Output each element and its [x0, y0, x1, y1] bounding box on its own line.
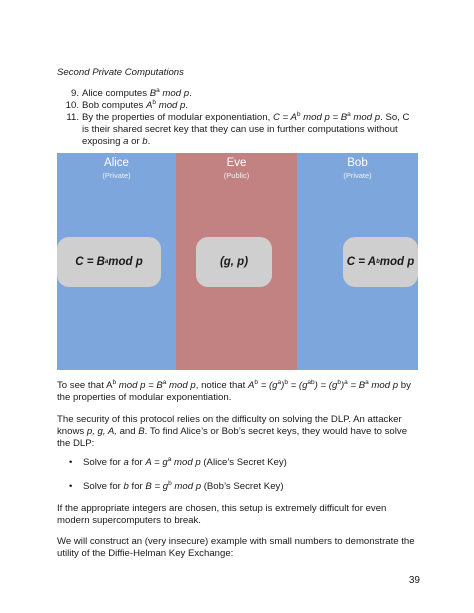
alice-secret-box: C = B a mod p	[57, 237, 161, 287]
paragraph-security: The security of this protocol relies on the difficulty on solving the DLP. An attacker knows p, g, A, and B. To find Alice’s or Bob’s secret keys, they would have to solve the DLP:	[57, 414, 408, 449]
bob-secret-box: C = A b mod p	[343, 237, 418, 287]
step-text: Bob computes $A^b$ mod p.	[82, 99, 189, 111]
step-text: Alice computes $B^a$ mod p.	[82, 87, 192, 99]
bullet-text: Solve for a for $A = g^a$ mod p (Alice’s Secret Key)	[83, 456, 287, 468]
bullet-text: Solve for b for $B = g^b$ mod p (Bob’s Secret Key)	[83, 480, 284, 492]
step-number: 9.	[70, 88, 79, 99]
eve-public-box: (g, p)	[196, 237, 272, 287]
alice-subtitle: (Private)	[102, 171, 131, 180]
step-item	[57, 112, 417, 148]
eve-title: Eve	[226, 157, 247, 169]
step-number: 11.	[66, 112, 79, 123]
bullet-dot-icon: •	[69, 481, 73, 492]
section-title: Second Private Computations	[57, 67, 184, 78]
bullet-item	[57, 457, 419, 469]
bullet-item	[57, 481, 419, 493]
bullet-list	[57, 481, 419, 493]
paragraph-difficulty: If the appropriate integers are chosen, this setup is extremely difficult for even modern supercomputers to break.	[57, 503, 387, 526]
steps-list	[57, 88, 417, 148]
step-item	[57, 88, 417, 100]
bullet-dot-icon: •	[69, 457, 73, 468]
bullet-list	[57, 457, 419, 469]
alice-panel	[57, 153, 176, 370]
step-number: 10.	[65, 100, 79, 111]
page-number: 39	[408, 575, 420, 586]
step-text: By the properties of modular exponentiation, $C = A^b$ mod $p = B^a$ mod p. So, C is their shared secret key that they can use in further computations without exposing a or b.	[82, 111, 410, 147]
eve-subtitle: (Public)	[223, 171, 250, 180]
bob-title: Bob	[347, 157, 368, 169]
bob-subtitle: (Private)	[343, 171, 372, 180]
paragraph-example-intro: We will construct an (very insecure) example with small numbers to demonstrate the utility of the Diffie-Helman Key Exchange:	[57, 536, 415, 559]
eve-panel	[176, 153, 297, 370]
bob-panel	[297, 153, 418, 370]
alice-title: Alice	[104, 157, 129, 169]
paragraph-modular-proof: To see that $A^b$ mod $p = B^a$ mod p, notice that $A^b = (g^a)^b = (g^{ab}) = (g^b)^a = B^a$ mod p by the properties of modular exponentiation.	[57, 379, 411, 403]
step-item	[57, 100, 417, 112]
